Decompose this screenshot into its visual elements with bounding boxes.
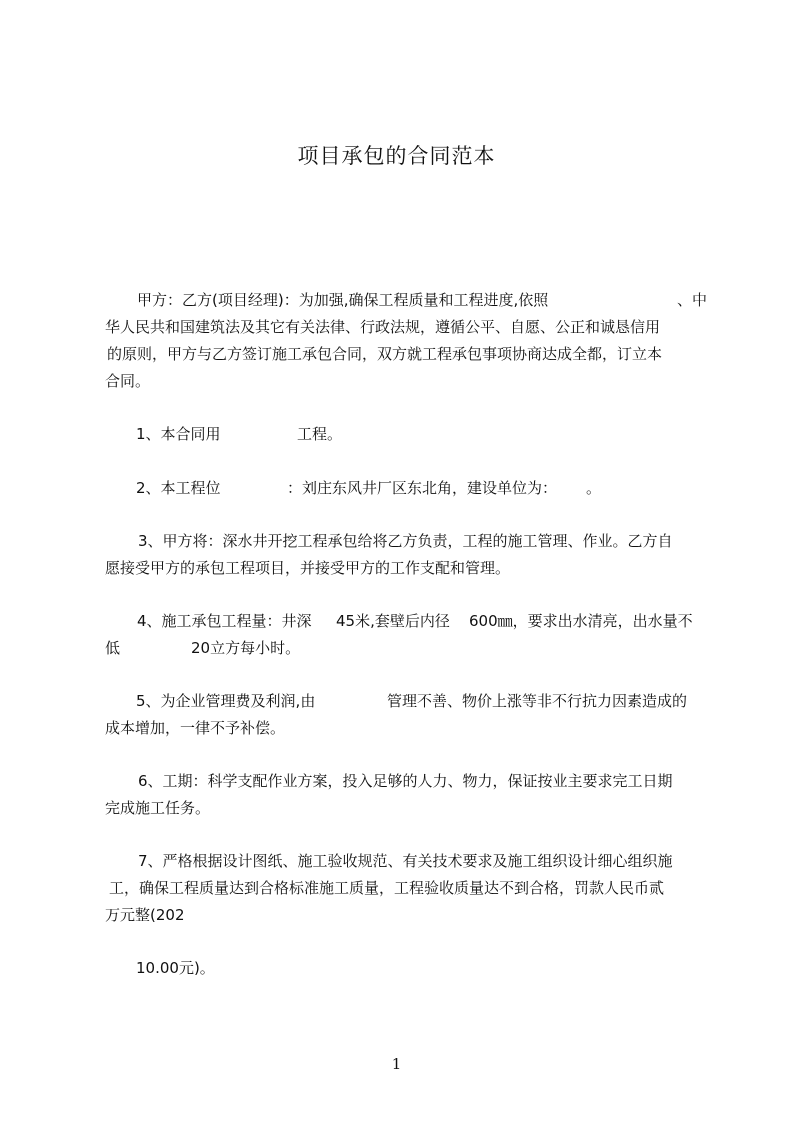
clause-2-label: 2、本工程位 bbox=[136, 479, 221, 497]
clause-7-line-4: 10.00元)。 bbox=[136, 959, 215, 977]
clause-3-line-2: 愿接受甲方的承包工程项目，并接受甲方的工作支配和管理。 bbox=[105, 559, 511, 577]
clause-1-text: 工程。 bbox=[297, 425, 343, 443]
clause-5-line-1-b: 管理不善、物价上涨等非不行抗力因素造成的 bbox=[387, 692, 688, 710]
intro-line-1-text: 甲方：乙方(项目经理)：为加强,确保工程质量和工程进度,依照 bbox=[137, 291, 549, 309]
clause-2-text: ：刘庄东风井厂区东北角，建设单位为： bbox=[287, 479, 558, 497]
clause-5-line-2: 成本增加，一律不予补偿。 bbox=[105, 719, 286, 737]
clause-6-line-1: 6、工期：科学支配作业方案，投入足够的人力、物力，保证按业主要求完工日期 bbox=[138, 772, 673, 790]
clause-4-line-2-b: 20立方每小时。 bbox=[191, 639, 301, 657]
clause-6-line-2: 完成施工任务。 bbox=[105, 799, 211, 817]
page-title: 项目承包的合同范本 bbox=[297, 144, 496, 168]
intro-line-2: 华人民共和国建筑法及其它有关法律、行政法规，遵循公平、自愿、公正和诚恳信用 bbox=[105, 318, 661, 336]
clause-4-line-1-a: 4、施工承包工程量：井深 bbox=[137, 612, 312, 630]
clause-4-line-1-c: 600㎜，要求出水清亮，出水量不 bbox=[469, 612, 693, 630]
clause-1-label: 1、本合同用 bbox=[136, 425, 221, 443]
intro-line-4: 合同。 bbox=[105, 372, 151, 390]
page-number: 1 bbox=[391, 1055, 402, 1073]
intro-line-3: 的原则，甲方与乙方签订施工承包合同，双方就工程承包事项协商达成全都，订立本 bbox=[107, 345, 663, 363]
clause-4-line-1-b: 45米,套壁后内径 bbox=[336, 612, 450, 630]
clause-2-end: 。 bbox=[586, 479, 602, 497]
clause-4-line-2-a: 低 bbox=[105, 639, 121, 657]
clause-3-line-1: 3、甲方将：深水井开挖工程承包给将乙方负责，工程的施工管理、作业。乙方自 bbox=[138, 532, 673, 550]
clause-7-line-3: 万元整(202 bbox=[105, 906, 185, 924]
clause-7-line-1: 7、严格根据设计图纸、施工验收规范、有关技术要求及施工组织设计细心组织施 bbox=[138, 852, 673, 870]
clause-7-line-2: 工，确保工程质量达到合格标准施工质量，工程验收质量达不到合格，罚款人民币贰 bbox=[109, 879, 665, 897]
intro-line-1-end: 、中 bbox=[677, 291, 708, 309]
clause-5-line-1-a: 5、为企业管理费及利润,由 bbox=[136, 692, 316, 710]
